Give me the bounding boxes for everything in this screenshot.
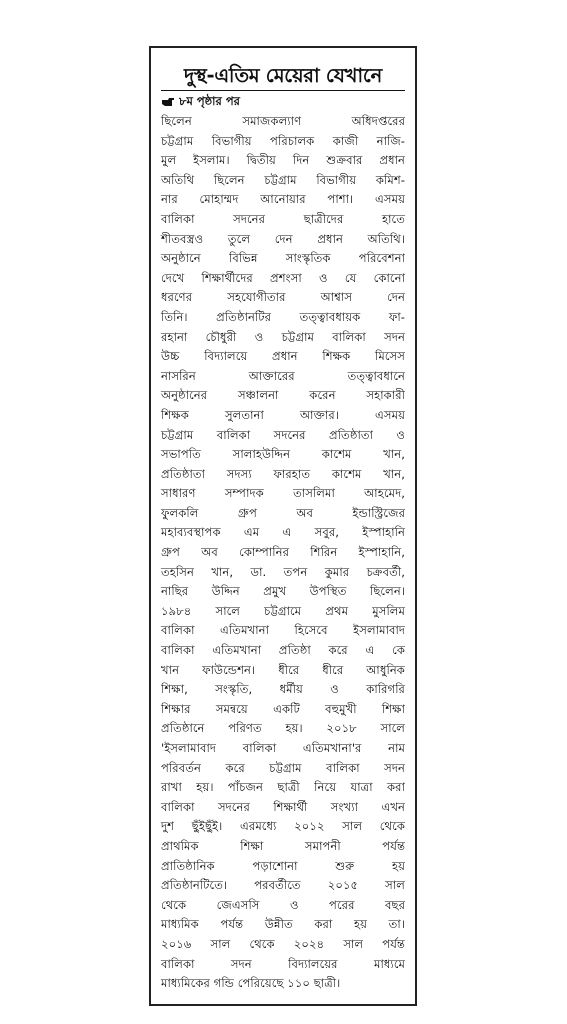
body-line: বালিকা এতিমখানা প্রতিষ্ঠা করে এ কে [161, 643, 405, 658]
body-line: 'ইসলামাবাদ বালিকা এতিমখানা'র নাম [161, 741, 405, 755]
body-line: সাধারণ সম্পাদক তাসলিমা আহমেদ, [161, 486, 405, 501]
body-line: প্রাতিষ্ঠানিক পড়াশোনা শুরু হয় [161, 858, 405, 873]
body-line: বালিকা সদনের ছাত্রীদের হাতে [161, 211, 405, 226]
body-line: রহানা চৌধুরী ও চট্টগ্রাম বালিকা সদন [161, 329, 405, 344]
continued-from [161, 94, 405, 110]
body-line: মহাব্যবস্থাপক এম এ সবুর, ইস্পাহানি [161, 525, 405, 540]
body-line: দুশ ছুঁইছুঁই। এরমধ্যে ২০১২ সাল থেকে [161, 819, 405, 834]
body-line: ফুলকলি গ্রুপ অব ইন্ডাস্ট্রিজের [161, 505, 405, 520]
body-line: শিক্ষক সুলতানা আক্তার। এসময় [161, 407, 405, 422]
body-line: বালিকা এতিমখানা হিসেবে ইসলামাবাদ [161, 623, 405, 638]
body-line: তহসিন খান, ডা. তপন কুমার চক্রবর্তী, [161, 564, 405, 579]
body-line: বালিকা সদন বিদ্যালয়ের মাধ্যমে [161, 956, 405, 971]
body-line: খান ফাউন্ডেশন। ধীরে ধীরে আধুনিক [161, 662, 405, 677]
body-line: তিনি। প্রতিষ্ঠানটির তত্ত্বাবধায়ক ফা- [161, 309, 405, 324]
body-line: প্রতিষ্ঠানে পরিণত হয়। ২০১৮ সালে [161, 721, 405, 736]
body-line: নাসরিন আক্তারের তত্ত্বাবধানে [161, 368, 405, 383]
newspaper-clipping [149, 46, 417, 1006]
body-line: উচ্চ বিদ্যালয়ে প্রধান শিক্ষক মিসেস [161, 349, 405, 364]
body-line: মাধ্যমিকের গন্ডি পেরিয়েছে ১১০ ছাত্রী। [161, 976, 341, 991]
body-line: দেখে শিক্ষার্থীদের প্রশংসা ও যে কোনো [161, 270, 405, 285]
body-line: থেকে জেএসসি ও পরের বছর [161, 897, 405, 912]
body-line: চট্টগ্রাম বালিকা সদনের প্রতিষ্ঠাতা ও [161, 427, 405, 442]
body-line: শীতবস্ত্রও তুলে দেন প্রধান অতিথি। [161, 231, 405, 246]
body-line: ছিলেন সমাজকল্যাণ অধিদপ্তরের [161, 114, 405, 128]
article-body [161, 112, 405, 994]
body-line: অতিথি ছিলেন চট্টগ্রাম বিভাগীয় কমিশ- [161, 172, 405, 187]
body-line: ১৯৮৪ সালে চট্টগ্রামে প্রথম মুসলিম [161, 603, 405, 618]
body-line: মাধ্যমিক পর্যন্ত উন্নীত করা হয় তা। [161, 917, 405, 932]
body-line: প্রাথমিক শিক্ষা সমাপনী পর্যন্ত [161, 838, 405, 853]
body-line: অনুষ্ঠানের সঞ্চালনা করেন সহাকারী [161, 388, 405, 403]
body-line: শিক্ষার সমন্বয়ে একটি বহুমুখী শিক্ষা [161, 701, 405, 716]
body-line: নার মোহাম্মদ আনোয়ার পাশা। এসময় [161, 192, 405, 207]
body-line: ধরণের সহযোগীতার আশ্বাস দেন [161, 290, 405, 305]
body-line: চট্টগ্রাম বিভাগীয় পরিচালক কাজী নাজি- [161, 133, 405, 148]
body-line: পরিবর্তন করে চট্টগ্রাম বালিকা সদন [161, 760, 405, 775]
body-line: প্রতিষ্ঠানটিতে। পরবর্তীতে ২০১৫ সাল [161, 878, 405, 893]
body-line: ২০১৬ সাল থেকে ২০২৪ সাল পর্যন্ত [161, 936, 405, 951]
body-line: নাছির উদ্দিন প্রমুখ উপস্থিত ছিলেন। [161, 584, 405, 599]
body-line: অনুষ্ঠানে বিভিন্ন সাংস্কৃতিক পরিবেশনা [161, 251, 405, 266]
headline: দুস্থ-এতিম মেয়েরা যেখানে [161, 64, 405, 91]
body-line: সভাপতি সালাহউদ্দিন কাশেম খান, [161, 447, 405, 462]
continued-from-label: ৮ম পৃষ্ঠার পর [179, 93, 240, 108]
body-line: শিক্ষা, সংস্কৃতি, ধর্মীয় ও কারিগরি [161, 682, 405, 697]
body-line: রাখা হয়। পাঁচজন ছাত্রী নিয়ে যাত্রা করা [161, 780, 405, 795]
pointing-hand-icon [161, 96, 175, 108]
body-line: গ্রুপ অব কোম্পানির শিরিন ইস্পাহানি, [161, 545, 405, 560]
body-line: মুল ইসলাম। দ্বিতীয় দিন শুক্রবার প্রধান [161, 153, 405, 168]
body-line: প্রতিষ্ঠাতা সদস্য ফারহাত কাশেম খান, [161, 466, 405, 481]
body-line: বালিকা সদনের শিক্ষার্থী সংখ্যা এখন [161, 799, 405, 814]
